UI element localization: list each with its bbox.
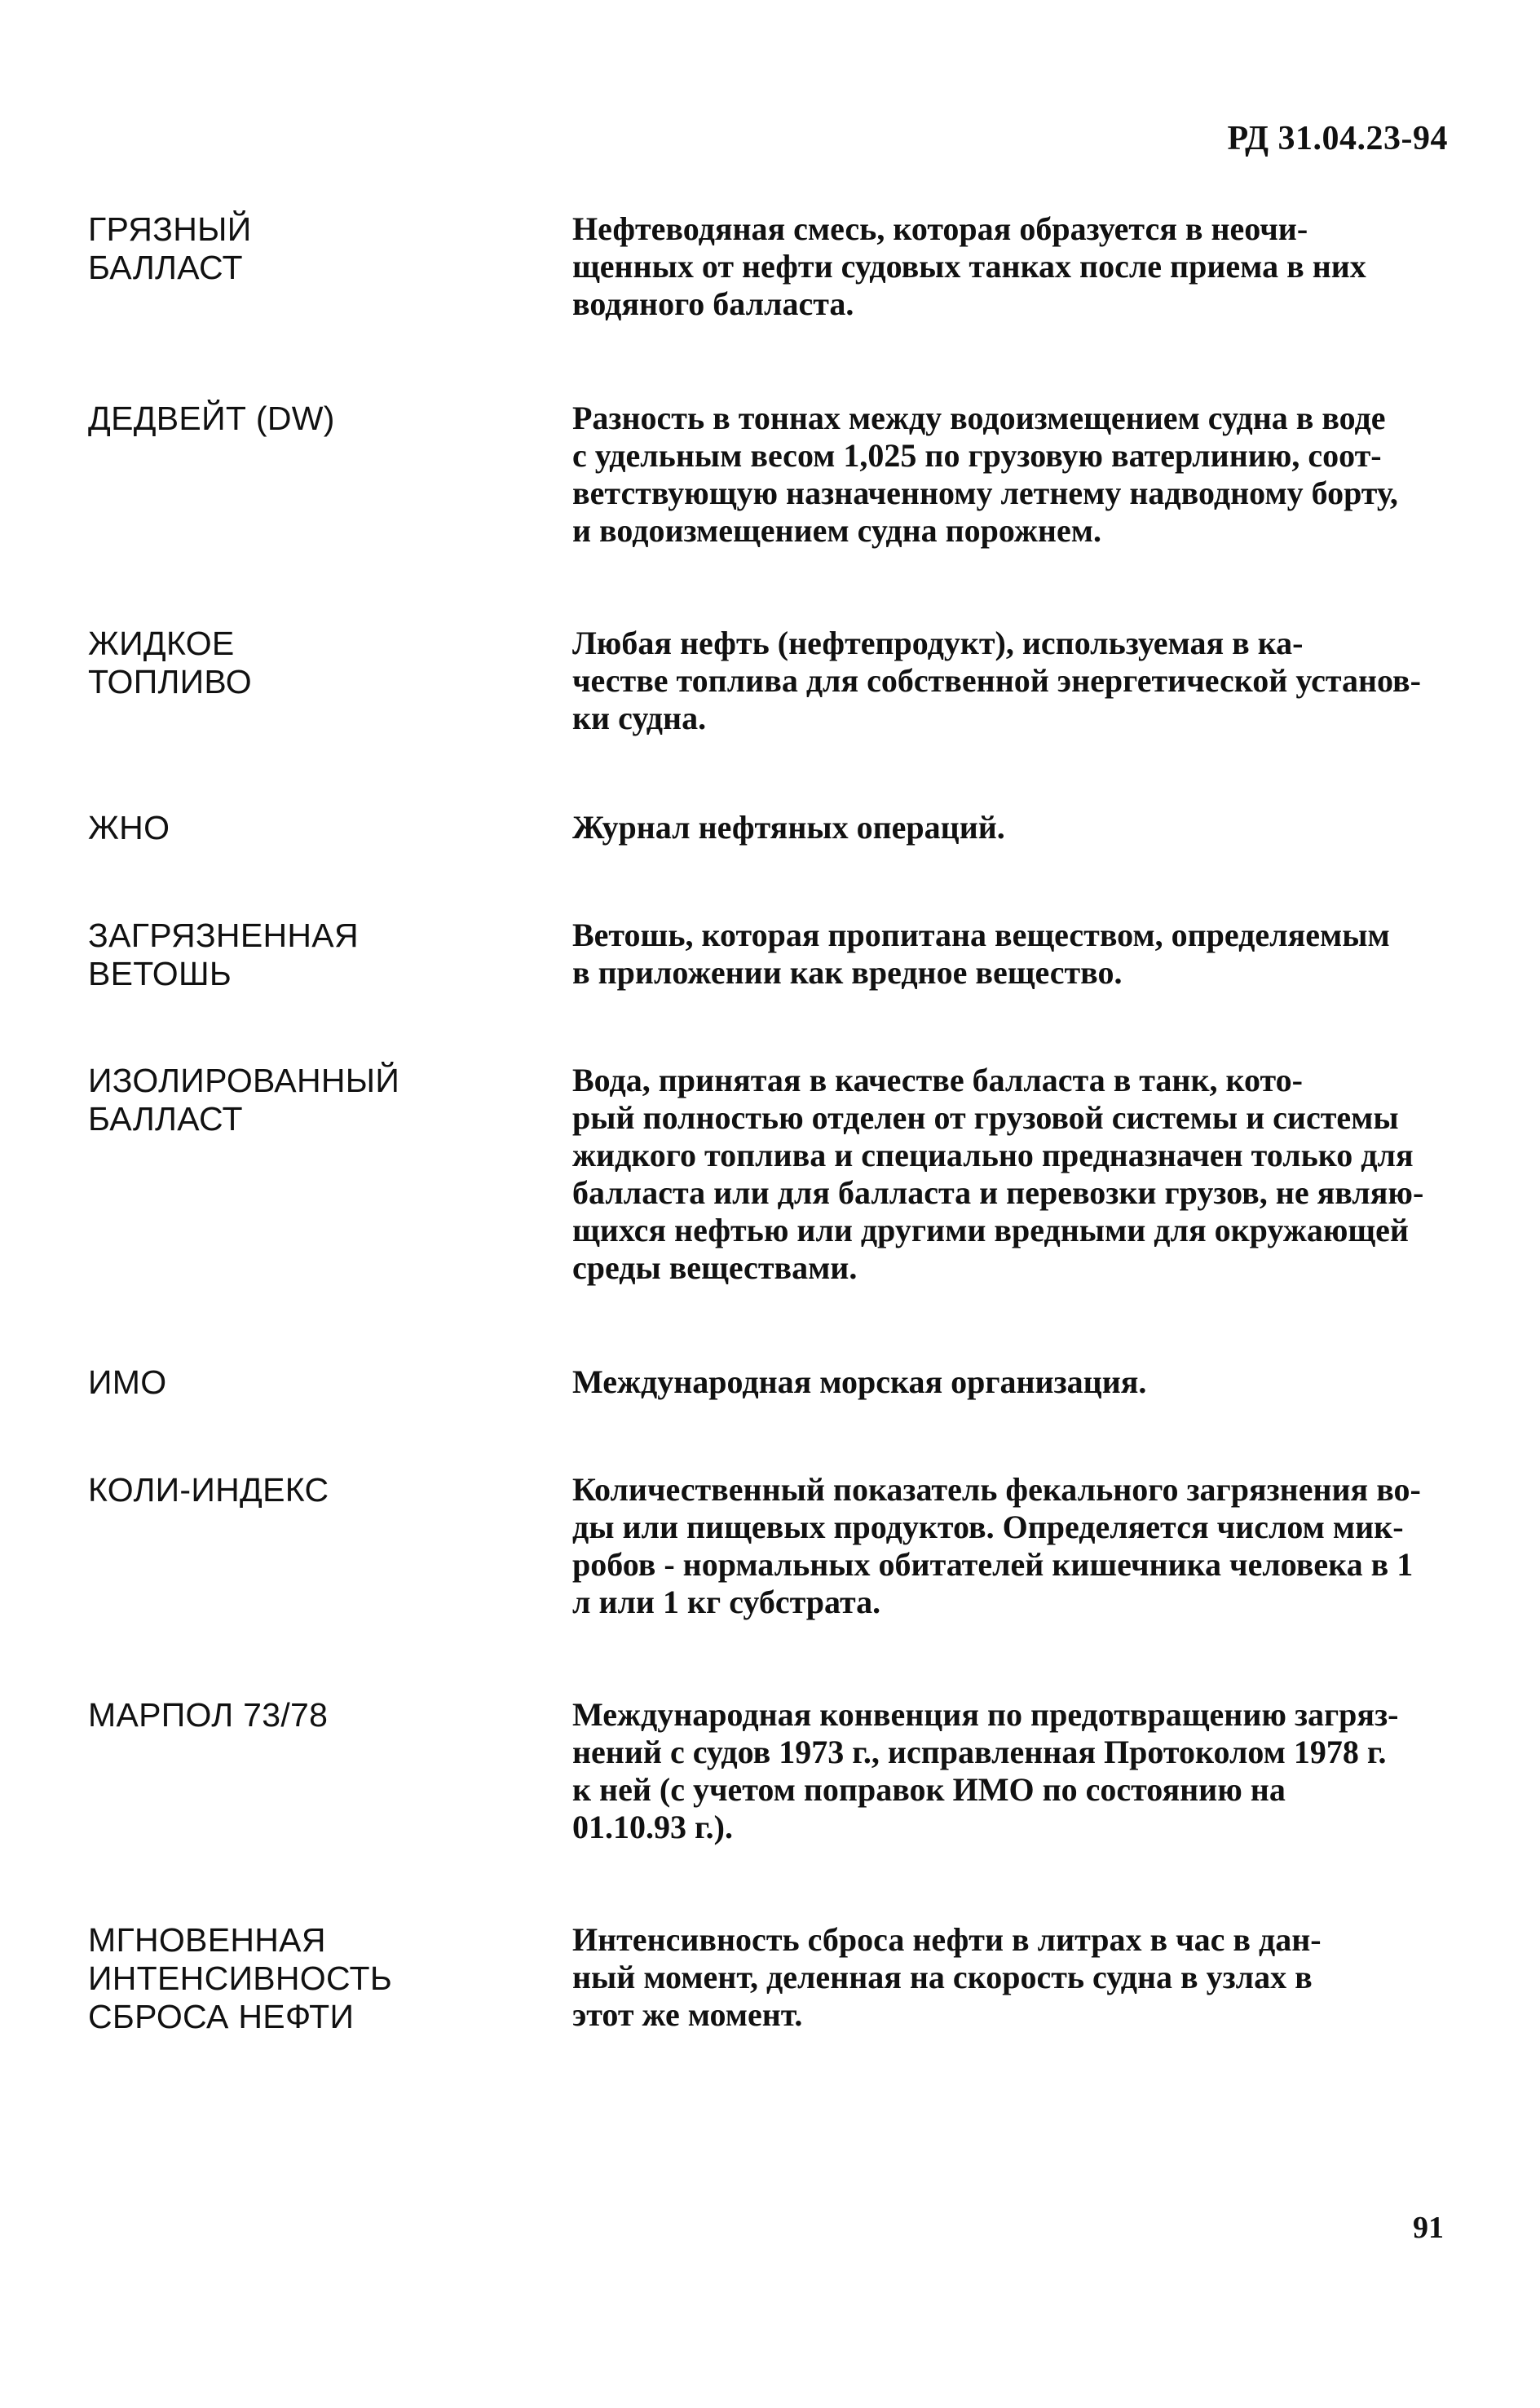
glossary-definition: Журнал нефтяных операций. xyxy=(572,809,1005,846)
glossary-term: ИЗОЛИРОВАННЫЙ БАЛЛАСТ xyxy=(88,1062,400,1138)
glossary-term: ДЕДВЕЙТ (DW) xyxy=(88,400,335,437)
glossary-definition: Вода, принятая в качестве балласта в танк, кото- рый полностью отделен от грузовой системы и системы жидкого топлива и специально предназначен только для балласта или для балласта и перевозки грузов, не являю- щихся нефтью или другими вредными для окружающей среды веществами. xyxy=(572,1062,1424,1286)
glossary-definition: Разность в тоннах между водоизмещением судна в воде с удельным весом 1,025 по грузовую ватерлинию, соот- ветствующую назначенному летнему надводному борту, и водоизмещением судна порожнем. xyxy=(572,400,1398,549)
glossary-definition: Интенсивность сброса нефти в литрах в час в дан- ный момент, деленная на скорость судна в узлах в этот же момент. xyxy=(572,1921,1322,2033)
document-code: РД 31.04.23-94 xyxy=(1227,120,1448,157)
glossary-definition: Любая нефть (нефтепродукт), используемая в ка- честве топлива для собственной энергетической установ- ки судна. xyxy=(572,625,1421,736)
glossary-term: МАРПОЛ 73/78 xyxy=(88,1696,329,1734)
glossary-definition: Ветошь, которая пропитана веществом, определяемым в приложении как вредное вещество. xyxy=(572,917,1390,991)
glossary-term: ЗАГРЯЗНЕННАЯ ВЕТОШЬ xyxy=(88,917,359,992)
glossary-definition: Нефтеводяная смесь, которая образуется в неочи- щенных от нефти судовых танках после приема в них водяного балласта. xyxy=(572,210,1366,322)
glossary-term: КОЛИ-ИНДЕКС xyxy=(88,1471,329,1509)
glossary-term: ЖИДКОЕ ТОПЛИВО xyxy=(88,625,252,700)
page-number: 91 xyxy=(1413,2211,1444,2245)
glossary-term: ГРЯЗНЫЙ БАЛЛАСТ xyxy=(88,210,252,286)
glossary-term: ЖНО xyxy=(88,809,170,846)
glossary-definition: Количественный показатель фекального загрязнения во- ды или пищевых продуктов. Определяется числом мик- робов - нормальных обитателей кишечника человека в 1 л или 1 кг субстрата. xyxy=(572,1471,1421,1620)
glossary-term: ИМО xyxy=(88,1363,167,1401)
glossary-definition: Международная конвенция по предотвращению загряз- нений с судов 1973 г., исправленная Протоколом 1978 г. к ней (с учетом поправок ИМО по состоянию на 01.10.93 г.). xyxy=(572,1696,1399,1845)
glossary-term: МГНОВЕННАЯ ИНТЕНСИВНОСТЬ СБРОСА НЕФТИ xyxy=(88,1921,393,2035)
glossary-definition: Международная морская организация. xyxy=(572,1363,1147,1400)
